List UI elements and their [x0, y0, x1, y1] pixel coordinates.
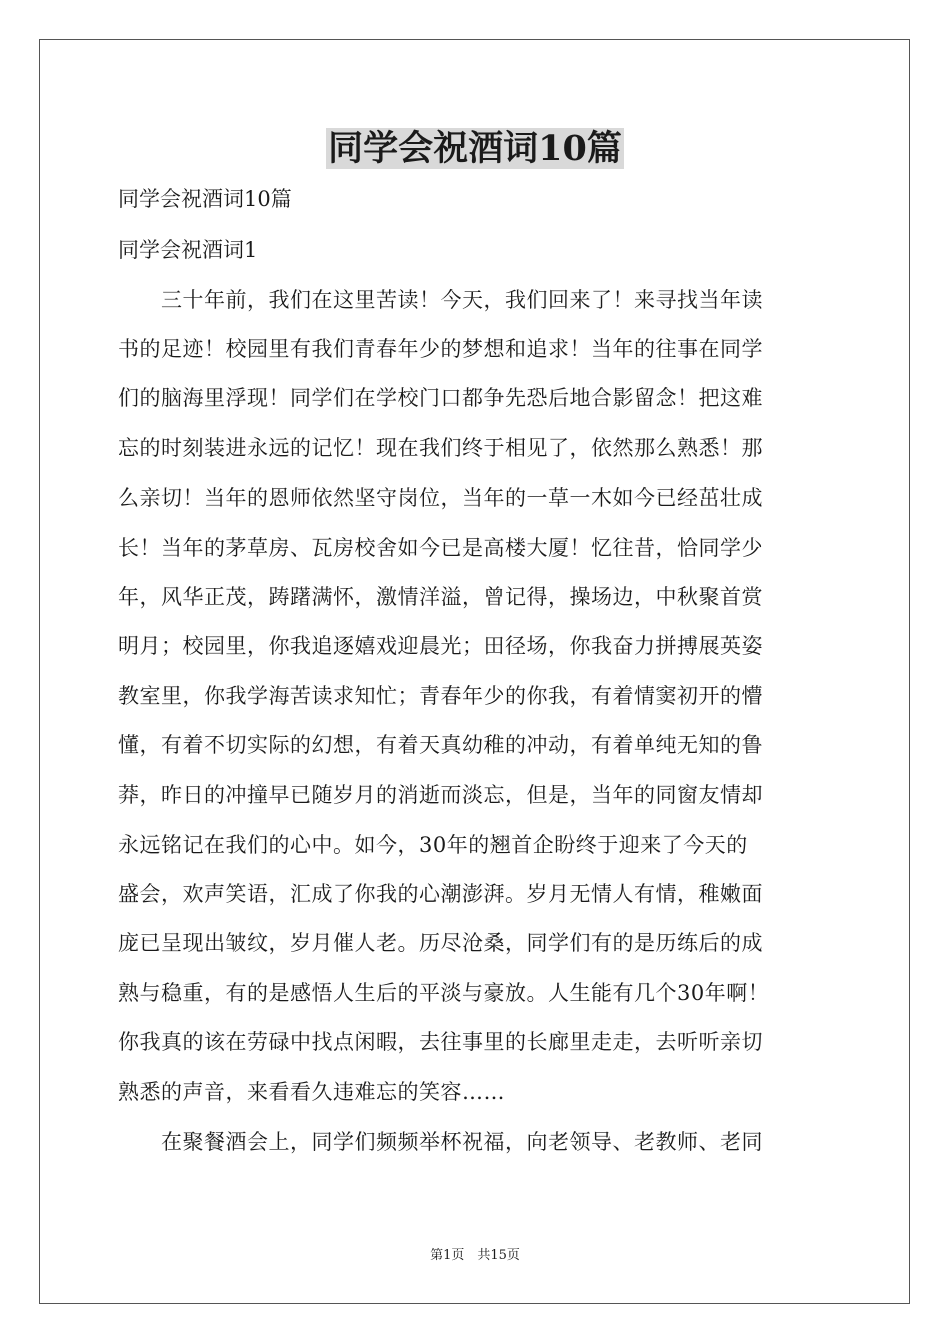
section-heading: 同学会祝酒词1 — [118, 238, 258, 262]
text-line: 教室里，你我学海苦读求知忙；青春年少的你我，有着情窦初开的懵 — [118, 684, 763, 708]
text-line: 忘的时刻装进永远的记忆！现在我们终于相见了，依然那么熟悉！那 — [118, 436, 763, 460]
document-subtitle: 同学会祝酒词10篇 — [118, 187, 292, 211]
text-line: 长！当年的茅草房、瓦房校舍如今已是高楼大厦！忆往昔，恰同学少 — [118, 536, 763, 560]
text-line: 在聚餐酒会上，同学们频频举杯祝福，向老领导、老教师、老同 — [118, 1130, 763, 1154]
text-line: 永远铭记在我们的心中。如今，30年的翘首企盼终于迎来了今天的 — [118, 833, 748, 857]
page-number: 第1页 共15页 — [430, 1248, 520, 1263]
text-line: 明月；校园里，你我追逐嬉戏迎晨光；田径场，你我奋力拼搏展英姿 — [118, 634, 763, 658]
text-line: 们的脑海里浮现！同学们在学校门口都争先恐后地合影留念！把这难 — [118, 386, 763, 410]
document-title-text: 同学会祝酒词10篇 — [328, 128, 622, 169]
text-line: 熟悉的声音，来看看久违难忘的笑容…… — [118, 1080, 505, 1104]
text-line: 懂，有着不切实际的幻想，有着天真幼稚的冲动，有着单纯无知的鲁 — [118, 733, 763, 757]
text-line: 书的足迹！校园里有我们青春年少的梦想和追求！当年的往事在同学 — [118, 337, 763, 361]
text-line: 莽，昨日的冲撞早已随岁月的消逝而淡忘，但是，当年的同窗友情却 — [118, 783, 763, 807]
text-line: 么亲切！当年的恩师依然坚守岗位，当年的一草一木如今已经茁壮成 — [118, 486, 763, 510]
text-line: 熟与稳重，有的是感悟人生后的平淡与豪放。人生能有几个30年啊！ — [118, 981, 770, 1005]
document-title — [0, 127, 950, 171]
text-line: 你我真的该在劳碌中找点闲暇，去往事里的长廊里走走，去听听亲切 — [118, 1030, 763, 1054]
page-border — [39, 39, 910, 1304]
text-line: 年，风华正茂，踌躇满怀，激情洋溢，曾记得，操场边，中秋聚首赏 — [118, 585, 763, 609]
text-line: 三十年前，我们在这里苦读！今天，我们回来了！来寻找当年读 — [118, 288, 763, 312]
text-line: 盛会，欢声笑语，汇成了你我的心潮澎湃。岁月无情人有情，稚嫩面 — [118, 882, 763, 906]
text-line: 庞已呈现出皱纹，岁月催人老。历尽沧桑，同学们有的是历练后的成 — [118, 931, 763, 955]
